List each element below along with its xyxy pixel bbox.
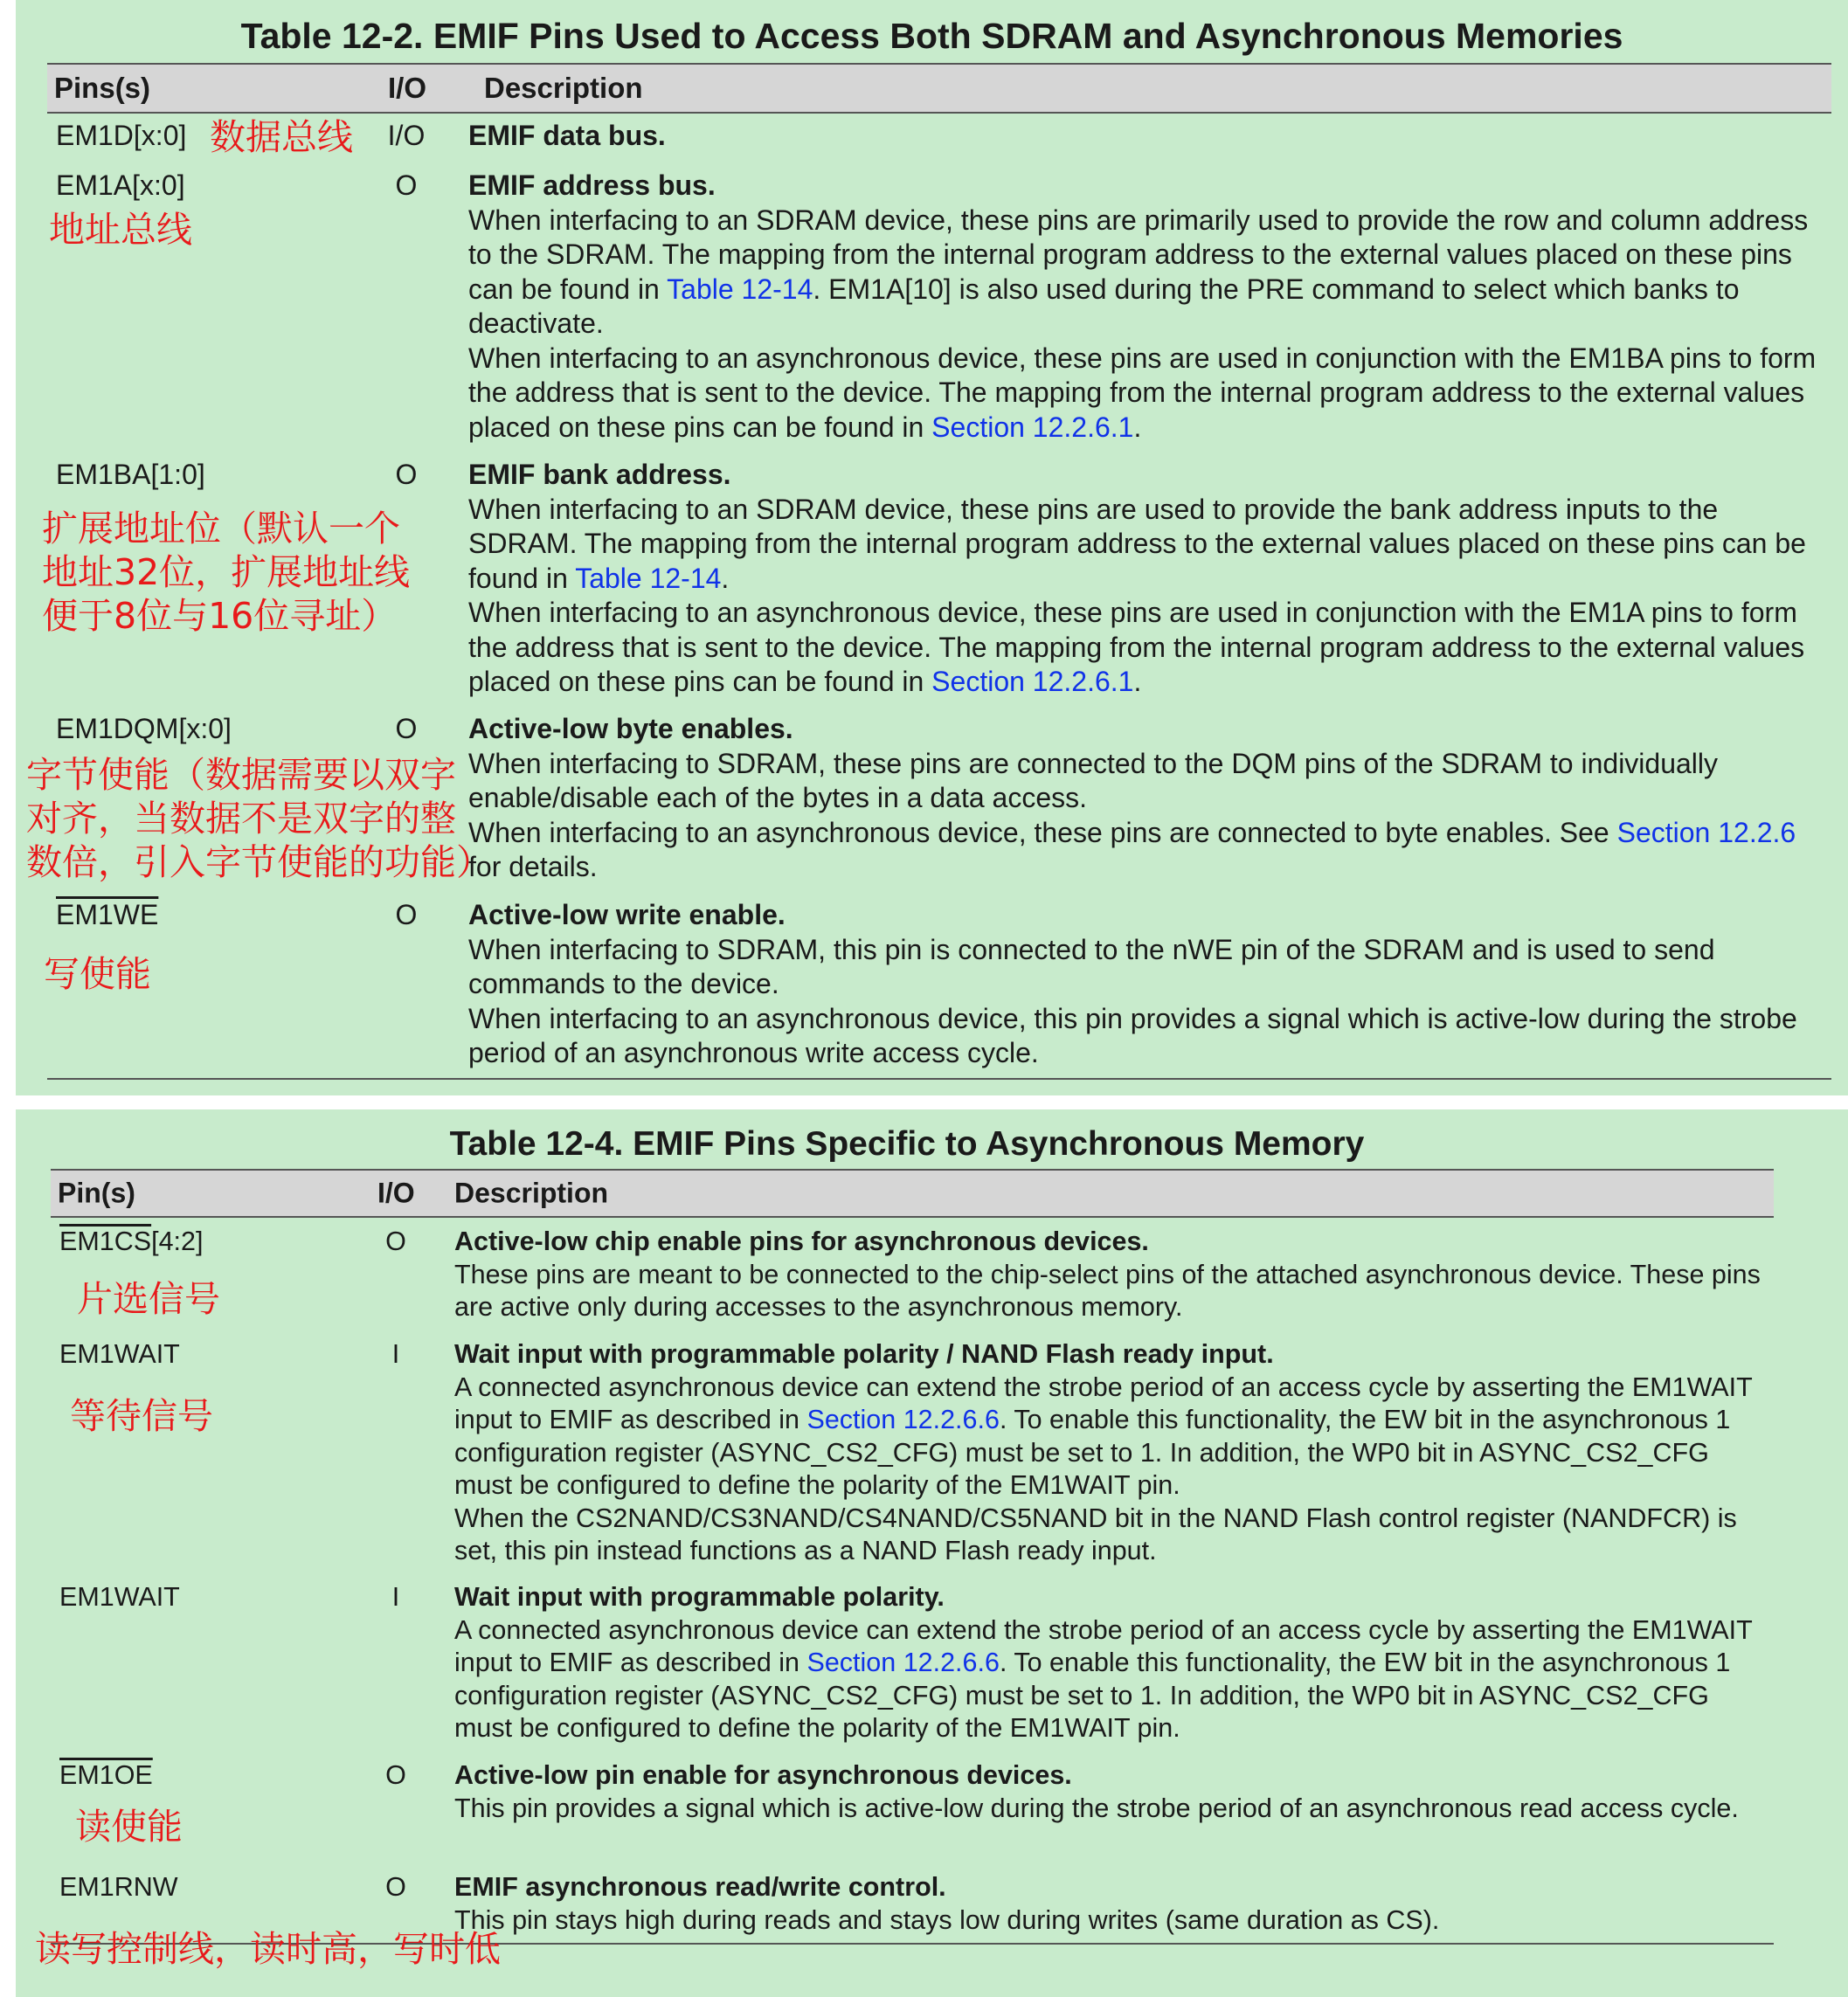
description-lead: Active-low byte enables. <box>468 713 793 744</box>
description-lead: Active-low chip enable pins for asynchronous devices. <box>454 1227 1149 1256</box>
description-text: for details. <box>468 851 598 882</box>
table-12-4-panel <box>16 1109 1848 1997</box>
description-text: When interfacing to an SDRAM device, these pins are primarily used to provide the row and column address to the SDRAM. The mapping from the internal program address to the external values placed on these pins can be found in <box>468 204 1809 305</box>
pin-io: O <box>385 1872 406 1902</box>
annotation-line: 字节使能（数据需要以双字 <box>26 754 456 796</box>
annotation-line: 便于8位与16位寻址） <box>42 595 398 637</box>
pin-io: O <box>395 169 418 201</box>
header-pins: Pin(s) <box>58 1177 135 1209</box>
annotation-line: 数倍，引入字节使能的功能） <box>26 841 492 883</box>
description-text: . To enable this functionality, the EW bit in the asynchronous 1 configuration register (ASYNC_CS2_CFG) must be set to 1. In addition, the WP0 bit in ASYNC_CS2_CFG must be configured to define the polarity of the EM1WAIT pin. <box>454 1648 1731 1743</box>
description-paragraph <box>468 342 1831 446</box>
pin-name: EM1RNW <box>59 1872 178 1902</box>
pin-io: O <box>395 459 418 490</box>
pin-description <box>454 1871 1774 1937</box>
table-bottom-rule <box>47 1078 1831 1080</box>
pin-description <box>468 119 1831 154</box>
description-paragraph <box>454 1614 1774 1745</box>
annotation-line: 扩展地址位（默认一个 <box>42 508 400 549</box>
annotation-output-enable: 读使能 <box>75 1806 183 1848</box>
pin-io: O <box>395 713 418 744</box>
description-paragraph <box>468 816 1831 885</box>
pin-name: EM1BA[1:0] <box>56 459 205 490</box>
description-lead: EMIF asynchronous read/write control. <box>454 1872 946 1902</box>
pin-description <box>454 1338 1774 1568</box>
table-12-14-link[interactable]: Table 12-14 <box>667 273 813 305</box>
pin-name: EM1D[x:0] <box>56 120 187 151</box>
description-paragraph: These pins are meant to be connected to the chip-select pins of the attached asynchronous device. These pins are active only during accesses to the asynchronous memory. <box>454 1259 1761 1322</box>
description-lead: Active-low write enable. <box>468 899 786 930</box>
annotation-address-bus: 地址总线 <box>49 209 192 251</box>
pin-name-range: [4:2] <box>151 1227 204 1256</box>
pin-description <box>468 458 1831 700</box>
description-paragraph <box>468 493 1831 597</box>
description-paragraph <box>468 596 1831 700</box>
table-header <box>51 1169 1774 1218</box>
description-lead: Active-low pin enable for asynchronous devices. <box>454 1760 1072 1790</box>
description-lead: EMIF address bus. <box>468 169 716 201</box>
pin-description <box>468 169 1831 445</box>
description-paragraph: When interfacing to an asynchronous device, this pin provides a signal which is active-low during the strobe period of an asynchronous write access cycle. <box>468 1002 1797 1068</box>
table-title: Table 12-2. EMIF Pins Used to Access Both SDRAM and Asynchronous Memories <box>240 16 1623 56</box>
pin-name: EM1A[x:0] <box>56 169 185 201</box>
description-lead: Wait input with programmable polarity. <box>454 1582 945 1612</box>
annotation-line: 对齐，当数据不是双字的整 <box>26 798 456 840</box>
pin-name: EM1OE <box>59 1760 153 1790</box>
annotation-data-bus: 数据总线 <box>210 116 353 158</box>
pin-io: O <box>385 1760 406 1790</box>
description-lead: Wait input with programmable polarity / NAND Flash ready input. <box>454 1339 1274 1369</box>
description-paragraph: This pin provides a signal which is active-low during the strobe period of an asynchronous read access cycle. <box>454 1793 1739 1823</box>
description-text: When interfacing to an asynchronous device, these pins are connected to byte enables. See <box>468 816 1617 848</box>
pin-name: EM1WAIT <box>59 1582 180 1612</box>
pin-io: I <box>391 1339 400 1369</box>
annotation-wait: 等待信号 <box>70 1395 213 1437</box>
description-text: . EM1A[10] is also used during the PRE command to select which banks to deactivate. <box>468 273 1740 339</box>
description-text: . <box>1133 666 1142 697</box>
description-text: . <box>1133 411 1142 443</box>
description-text: A connected asynchronous device can extend the strobe period of an access cycle by asserting the EM1WAIT input to EMIF as described in <box>454 1614 1753 1677</box>
pin-description <box>454 1581 1774 1745</box>
pin-description <box>468 898 1831 1071</box>
header-io: I/O <box>377 1177 415 1209</box>
section-12-2-6-6-link[interactable]: Section 12.2.6.6 <box>806 1648 1000 1677</box>
pin-description <box>454 1226 1774 1324</box>
pin-io: I/O <box>387 120 426 151</box>
description-text: When interfacing to an asynchronous device, these pins are used in conjunction with the EM1A pins to form the address that is sent to the device. The mapping from the internal program address to the external values placed on these pins can be found in <box>468 597 1805 697</box>
annotation-line: 地址32位，扩展地址线 <box>42 551 411 593</box>
description-paragraph: When the CS2NAND/CS3NAND/CS4NAND/CS5NAND bit in the NAND Flash control register (NANDFCR) is set, this pin instead functions as a NAND Flash ready input. <box>454 1503 1737 1565</box>
pin-description <box>454 1759 1774 1825</box>
pin-io: I <box>391 1582 400 1612</box>
table-header <box>47 63 1831 114</box>
description-paragraph <box>454 1372 1774 1503</box>
annotation-chip-select: 片选信号 <box>77 1278 220 1320</box>
annotation-read-write: 读写控制线，读时高，写时低 <box>35 1928 501 1970</box>
description-text: When interfacing to an SDRAM device, these pins are used to provide the bank address inputs to the SDRAM. The mapping from the internal program address to the external values placed on these pins can be found in <box>468 493 1806 594</box>
description-text: . <box>721 562 730 594</box>
section-12-2-6-link[interactable]: Section 12.2.6 <box>1616 816 1796 848</box>
description-text: When interfacing to an asynchronous device, these pins are used in conjunction with the EM1BA pins to form the address that is sent to the device. The mapping from the internal program address to the external values placed on these pins can be found in <box>468 342 1817 443</box>
description-paragraph: When interfacing to SDRAM, these pins are connected to the DQM pins of the SDRAM to individually enable/disable each of the bytes in a data access. <box>468 747 1719 813</box>
header-io: I/O <box>388 72 427 104</box>
header-description: Description <box>484 72 643 104</box>
description-paragraph: This pin stays high during reads and stays low during writes (same duration as CS). <box>454 1904 1440 1935</box>
pin-name: EM1WE <box>56 899 159 930</box>
description-paragraph <box>468 204 1831 342</box>
pin-name <box>59 1226 203 1259</box>
table-12-14-link[interactable]: Table 12-14 <box>575 562 722 594</box>
description-text: A connected asynchronous device can extend the strobe period of an access cycle by asserting the EM1WAIT input to EMIF as described in <box>454 1372 1753 1434</box>
pin-name: EM1DQM[x:0] <box>56 713 232 744</box>
pin-name: EM1WAIT <box>59 1339 180 1369</box>
section-12-2-6-6-link[interactable]: Section 12.2.6.6 <box>806 1405 1000 1434</box>
pin-io: O <box>385 1227 406 1256</box>
pin-name-overlined: EM1CS <box>59 1227 152 1256</box>
header-description: Description <box>454 1177 609 1209</box>
description-text: . To enable this functionality, the EW bit in the asynchronous 1 configuration register (ASYNC_CS2_CFG) must be set to 1. In addition, the WP0 bit in ASYNC_CS2_CFG must be configured to define the polarity of the EM1WAIT pin. <box>454 1405 1731 1500</box>
pin-description <box>468 712 1831 885</box>
description-paragraph: When interfacing to SDRAM, this pin is connected to the nWE pin of the SDRAM and is used to send commands to the device. <box>468 933 1715 999</box>
table-title: Table 12-4. EMIF Pins Specific to Asynchronous Memory <box>449 1125 1365 1163</box>
annotation-bank-address <box>42 507 410 638</box>
section-12-2-6-1-link[interactable]: Section 12.2.6.1 <box>931 411 1134 443</box>
description-lead: EMIF data bus. <box>468 120 666 151</box>
annotation-byte-enables <box>26 753 492 884</box>
section-12-2-6-1-link[interactable]: Section 12.2.6.1 <box>931 666 1134 697</box>
pin-io: O <box>395 899 418 930</box>
annotation-write-enable: 写使能 <box>44 953 151 995</box>
header-pins: Pins(s) <box>54 72 151 104</box>
description-lead: EMIF bank address. <box>468 459 731 490</box>
